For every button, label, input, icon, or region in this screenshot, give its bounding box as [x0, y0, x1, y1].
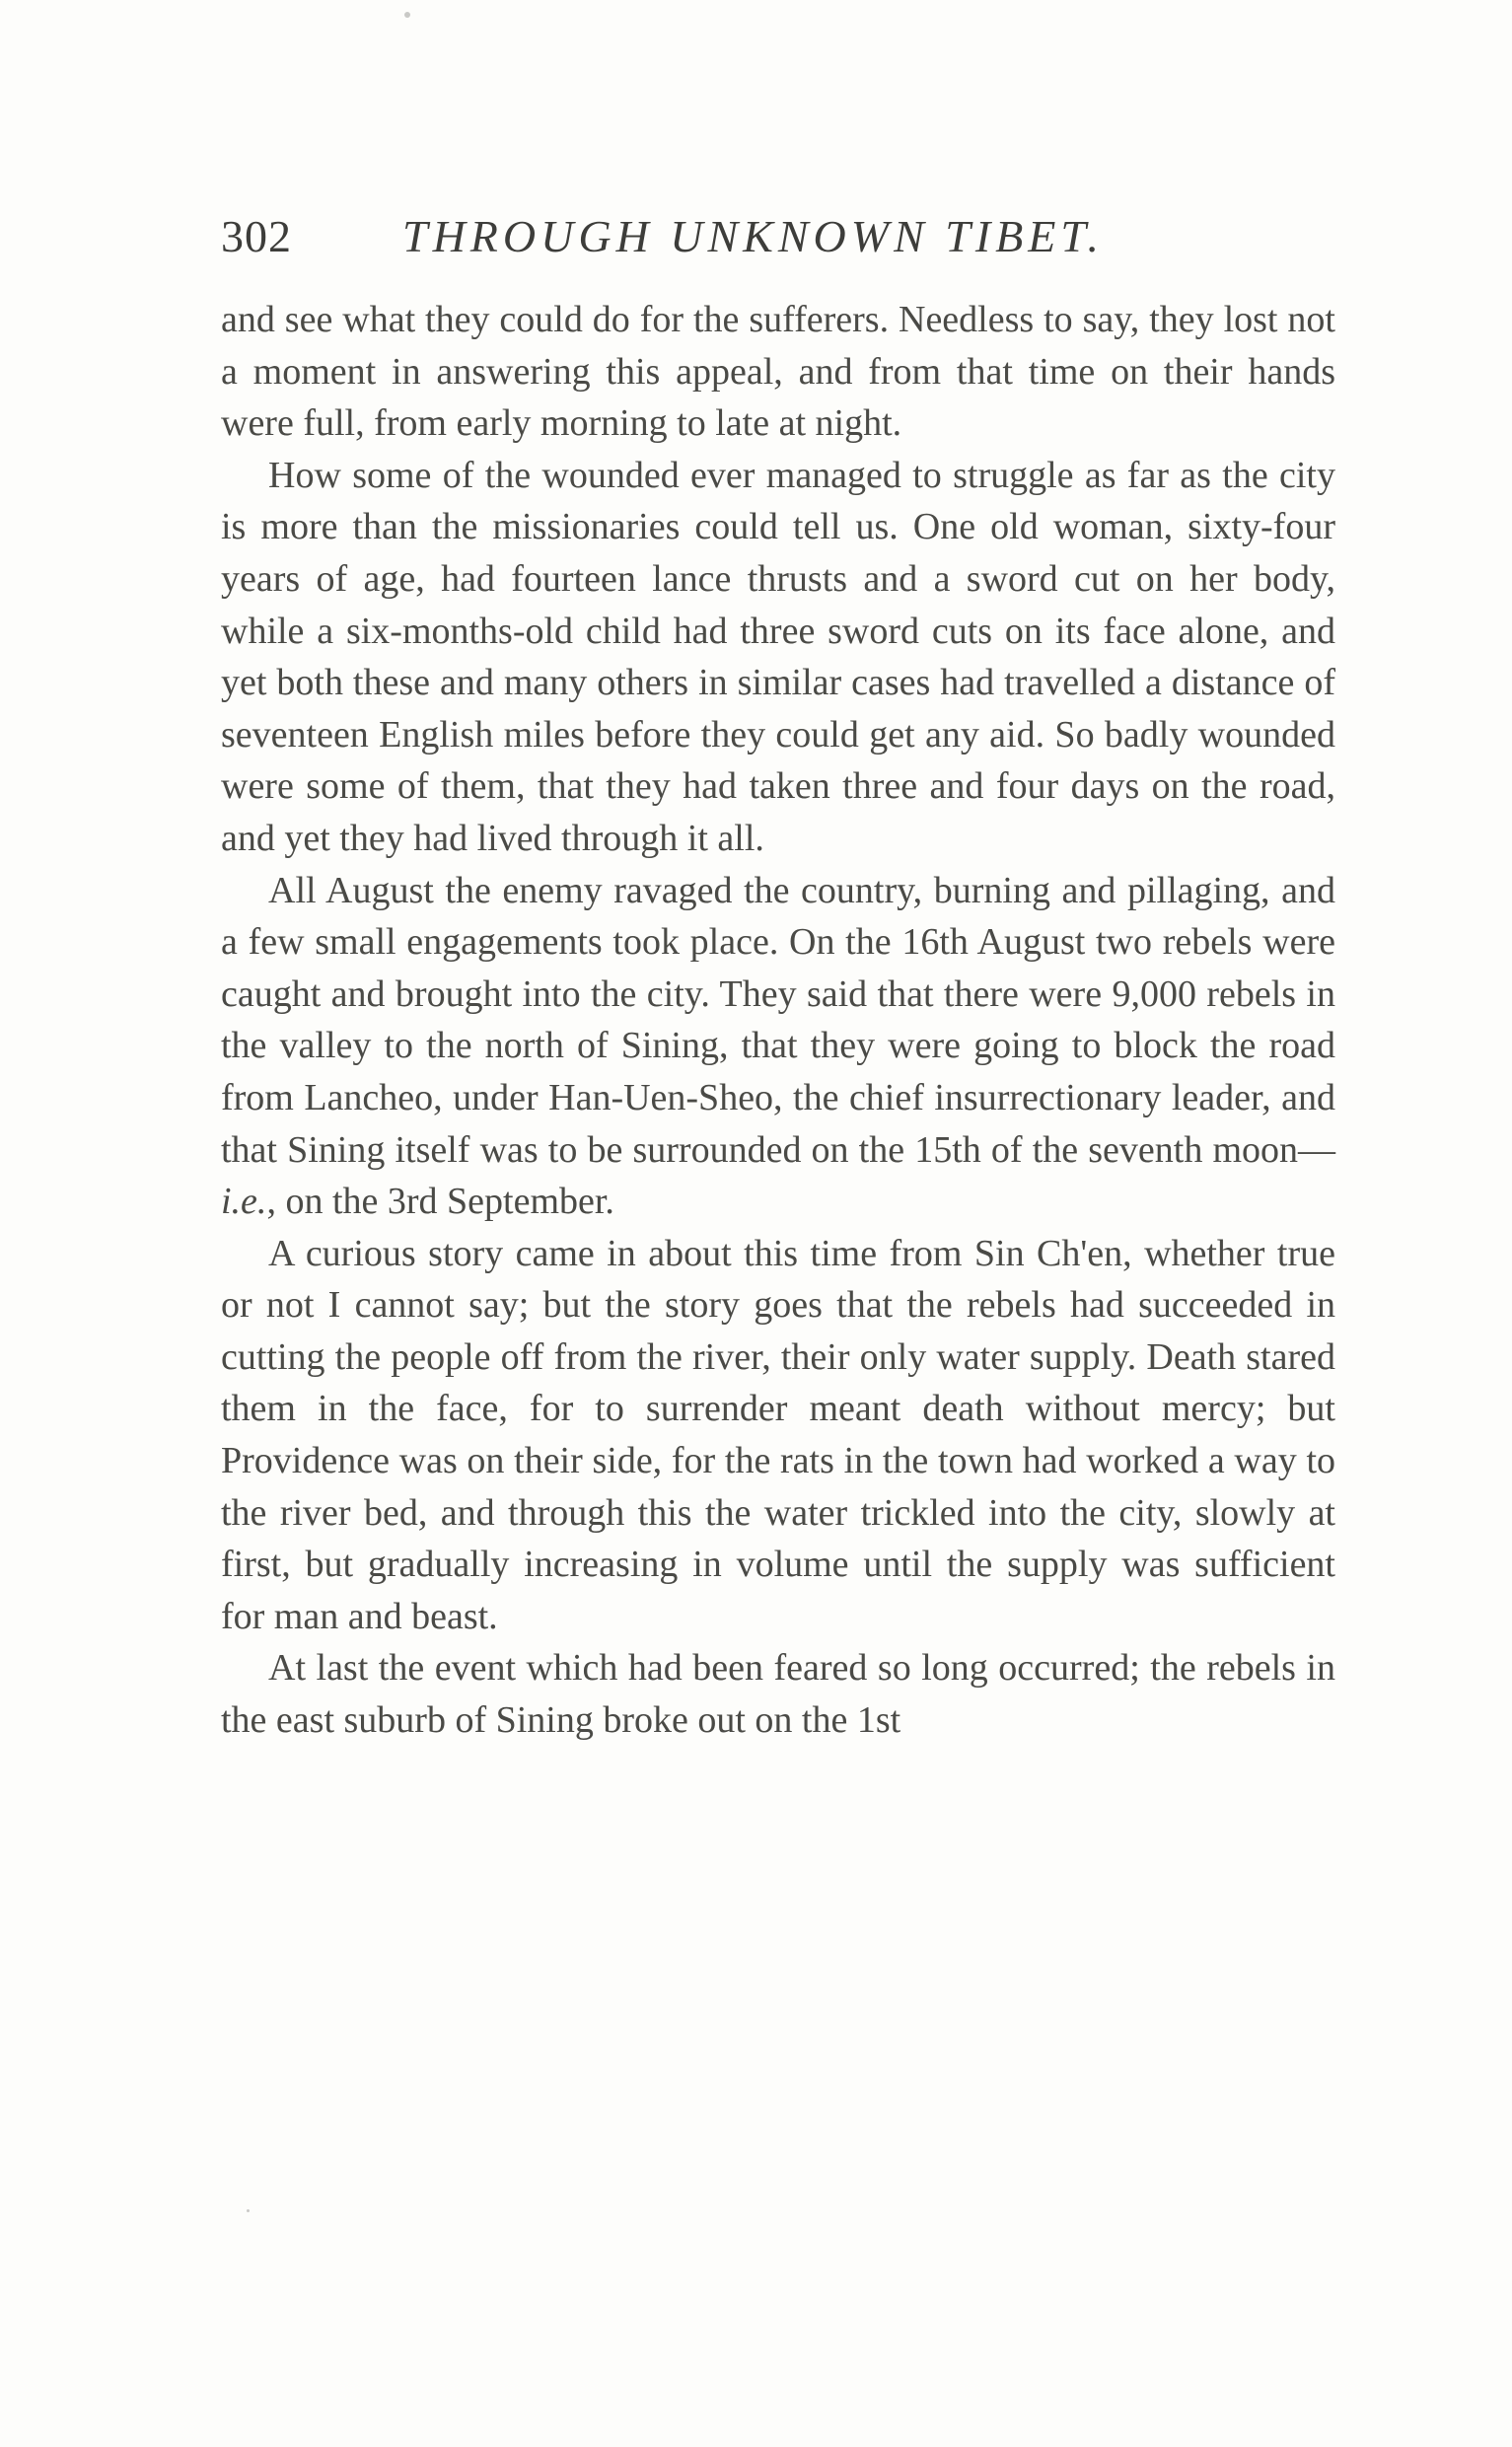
- body-text: [221, 294, 1335, 1747]
- paragraph-text: All August the enemy ravaged the country, burning and pillaging, and a few small engagements took place. On the 16th August two rebels were caught and brought into the city. They said that there were 9,000 rebels in the valley to the north of Sining, that they were going to block the road from Lancheo, under Han-Uen-Sheo, the chief insurrectionary leader, and that Sining itself was to be surrounded on the 15th of the seventh moon—: [221, 869, 1335, 1171]
- paragraph: How some of the wounded ever managed to struggle as far as the city is more than the missionaries could tell us. One old woman, sixty-four years of age, had fourteen lance thrusts and a sword cut on her body, while a six-months-old child had three sword cuts on its face alone, and yet both these and many others in similar cases had travelled a distance of seventeen English miles before they could get any aid. So badly wounded were some of them, that they had taken three and four days on the road, and yet they had lived through it all.: [221, 454, 1335, 859]
- print-speck: [247, 2209, 250, 2212]
- paragraph: and see what they could do for the sufferers. Needless to say, they lost not a moment in answering this appeal, and from that time on their hands were full, from early morning to late at night.: [221, 299, 1335, 445]
- paragraph: [221, 865, 1335, 1228]
- running-title: THROUGH UNKNOWN TIBET.: [402, 211, 1105, 261]
- paragraph: A curious story came in about this time from Sin Ch'en, whether true or not I cannot say; but the story goes that the rebels had succeeded in cutting the people off from the river, their only water supply. Death stared them in the face, for to surrender meant death without mercy; but Providence was on their side, for the rats in the town had worked a way to the river bed, and through this the water trickled into the city, slowly at first, but gradually increasing in volume until the supply was sufficient for man and beast.: [221, 1232, 1335, 1637]
- italic-abbreviation: i.e.: [221, 1181, 267, 1223]
- paragraph-text: , on the 3rd September.: [266, 1181, 614, 1223]
- page-header: [221, 207, 1335, 266]
- paragraph: At last the event which had been feared so long occurred; the rebels in the east suburb of Sining broke out on the 1st: [221, 1647, 1335, 1742]
- page-number: 302: [221, 211, 292, 261]
- print-speck: [404, 12, 410, 18]
